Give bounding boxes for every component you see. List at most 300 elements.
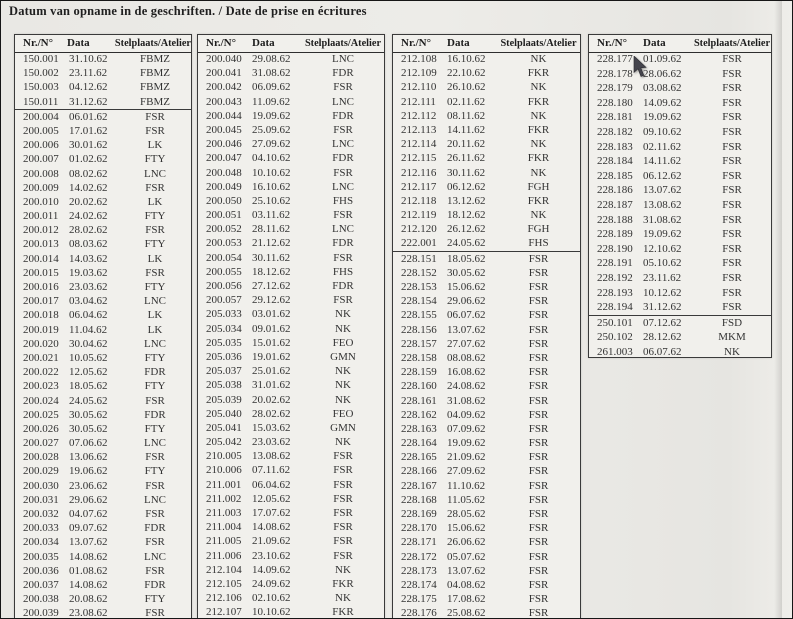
cell-nr: 228.193 (597, 286, 633, 299)
cell-nr: 200.037 (23, 578, 59, 591)
cell-nr: 228.162 (401, 408, 437, 421)
cell-atelier: FEO (332, 407, 354, 420)
cell-atelier: MKM (718, 331, 746, 344)
cell-date: 23.08.62 (69, 607, 108, 618)
table-row (393, 493, 580, 507)
header-nr: Nr./N° (401, 37, 431, 49)
cell-atelier: FTY (144, 465, 166, 478)
cell-atelier: FSR (722, 53, 742, 65)
cell-atelier: FGH (527, 180, 550, 193)
cell-date: 13.12.62 (447, 194, 486, 207)
table-row (198, 378, 384, 392)
cell-date: 30.05.62 (69, 408, 108, 421)
cell-nr: 200.004 (23, 110, 59, 123)
table-row (589, 140, 771, 155)
table-row (15, 464, 191, 478)
table-row (15, 521, 191, 535)
cell-date: 13.06.62 (69, 451, 108, 464)
cell-date: 23.06.62 (69, 479, 108, 492)
table-row (393, 294, 580, 308)
table-row (15, 308, 191, 322)
table-row (589, 300, 771, 316)
cell-date: 30.04.62 (69, 337, 108, 350)
cell-date: 26.10.62 (447, 81, 486, 94)
table-row (198, 435, 384, 449)
cell-nr: 150.001 (23, 53, 59, 65)
cell-atelier: FSR (528, 266, 549, 279)
table-row (15, 195, 191, 209)
table-row (393, 337, 580, 351)
table-row (589, 154, 771, 169)
cell-date: 19.09.62 (447, 437, 486, 450)
cell-date: 07.11.62 (252, 464, 291, 477)
cell-atelier: FSR (333, 81, 353, 94)
cell-atelier: FSR (528, 451, 549, 464)
table-row (393, 379, 580, 393)
table-row (198, 478, 384, 492)
cell-date: 19.01.62 (252, 350, 291, 363)
cell-atelier: FSR (333, 123, 353, 136)
cell-nr: 228.186 (597, 184, 633, 197)
cell-atelier: FSR (528, 607, 549, 618)
header-data: Data (252, 37, 275, 49)
table-row (198, 293, 384, 307)
cell-atelier: FSR (528, 437, 549, 450)
cell-date: 17.01.62 (69, 124, 108, 137)
cell-atelier: FSR (722, 228, 742, 241)
cell-atelier: FSR (722, 213, 742, 226)
table-row (589, 125, 771, 140)
table-row (198, 307, 384, 321)
cell-atelier: NK (335, 322, 351, 335)
cell-atelier: FTY (144, 153, 166, 166)
cell-date: 01.09.62 (643, 53, 682, 65)
cell-date: 03.11.62 (252, 209, 291, 222)
cell-nr: 150.002 (23, 67, 59, 80)
cell-nr: 200.028 (23, 451, 59, 464)
table-row (15, 66, 191, 80)
cell-date: 08.02.62 (69, 167, 108, 180)
cell-date: 28.11.62 (252, 223, 291, 236)
cell-nr: 205.040 (206, 407, 242, 420)
cell-date: 15.06.62 (447, 522, 486, 535)
cell-date: 26.06.62 (447, 536, 486, 549)
cell-atelier: LNC (332, 53, 354, 65)
cell-nr: 200.026 (23, 422, 59, 435)
cell-atelier: FSR (528, 508, 549, 520)
table-row (15, 252, 191, 266)
cell-nr: 200.056 (206, 280, 242, 292)
cell-nr: 205.034 (206, 322, 242, 335)
table-row (589, 198, 771, 213)
cell-atelier: FKR (527, 95, 550, 108)
cell-nr: 228.159 (401, 366, 437, 379)
cell-atelier: FSR (722, 140, 742, 153)
cell-date: 03.08.62 (643, 82, 682, 95)
cell-atelier: FSR (145, 266, 165, 279)
cell-atelier: FSR (722, 125, 742, 138)
table-row (15, 422, 191, 436)
cell-date: 11.10.62 (447, 479, 486, 492)
table-row (198, 506, 384, 520)
table-row (198, 336, 384, 350)
table-row (393, 408, 580, 422)
table-row (198, 208, 384, 222)
cell-nr: 200.035 (23, 550, 59, 563)
cell-date: 04.12.62 (69, 81, 108, 94)
cell-date: 26.11.62 (447, 152, 486, 165)
table-row (15, 52, 191, 66)
cell-atelier: FGH (527, 223, 550, 236)
cell-nr: 228.157 (401, 337, 437, 350)
cell-date: 31.12.62 (643, 301, 682, 314)
table-row (393, 422, 580, 436)
table-row (198, 236, 384, 250)
cell-atelier: FSR (528, 465, 549, 478)
cell-nr: 200.021 (23, 351, 59, 364)
cell-date: 16.08.62 (447, 366, 486, 379)
table-row (589, 96, 771, 111)
cell-date: 06.09.62 (252, 81, 291, 94)
cell-nr: 200.044 (206, 109, 242, 122)
table-row (15, 138, 191, 152)
cell-date: 11.09.62 (252, 95, 291, 108)
cell-date: 04.08.62 (447, 578, 486, 591)
cell-date: 08.11.62 (447, 109, 486, 122)
table-row (198, 80, 384, 94)
table-row (198, 364, 384, 378)
table-row (198, 577, 384, 591)
cell-atelier: FDR (144, 366, 166, 379)
cell-nr: 212.105 (206, 577, 242, 590)
cell-atelier: FHS (528, 237, 549, 250)
table-row (15, 394, 191, 408)
table-row (393, 123, 580, 137)
table-row (15, 493, 191, 507)
table-row (15, 110, 191, 124)
cell-date: 01.08.62 (69, 564, 108, 577)
cell-date: 17.07.62 (252, 507, 291, 519)
cell-nr: 211.001 (206, 478, 242, 491)
cell-atelier: FKR (527, 67, 550, 80)
cell-nr: 200.016 (23, 281, 59, 293)
cell-nr: 200.025 (23, 408, 59, 421)
cell-atelier: FEO (332, 336, 354, 349)
cell-nr: 200.039 (23, 607, 59, 618)
table-row (15, 379, 191, 393)
cell-date: 14.02.62 (69, 181, 108, 194)
cell-atelier: FSR (722, 257, 742, 270)
cell-atelier: FDR (144, 522, 166, 535)
cell-atelier: FSR (528, 522, 549, 535)
cell-atelier: FSR (528, 493, 549, 506)
cell-nr: 228.158 (401, 351, 437, 364)
cell-date: 29.08.62 (252, 53, 291, 65)
cell-nr: 200.018 (23, 309, 59, 322)
cell-date: 30.01.62 (69, 139, 108, 152)
cell-atelier: FTY (144, 593, 166, 606)
table-rows (393, 52, 580, 618)
table-row (198, 222, 384, 236)
table-row (589, 330, 771, 345)
cell-nr: 205.041 (206, 421, 242, 434)
cell-nr: 200.051 (206, 209, 242, 222)
cell-nr: 200.014 (23, 252, 59, 265)
cell-atelier: FDR (144, 408, 166, 421)
table-row (15, 535, 191, 549)
table-row (589, 271, 771, 286)
cell-date: 15.03.62 (252, 421, 291, 434)
cell-atelier: FSR (333, 507, 353, 519)
table-row (15, 209, 191, 223)
cell-nr: 228.190 (597, 242, 633, 255)
cell-nr: 212.120 (401, 223, 437, 236)
cell-date: 02.11.62 (643, 140, 682, 153)
cell-atelier: FSR (528, 281, 549, 293)
cell-atelier: GMN (330, 350, 356, 363)
cell-date: 14.08.62 (69, 550, 108, 563)
table-row (15, 124, 191, 138)
cell-atelier: LNC (332, 180, 354, 193)
cell-date: 24.05.62 (69, 394, 108, 407)
cell-date: 06.04.62 (252, 478, 291, 491)
cell-atelier: FSR (333, 450, 353, 463)
cell-nr: 212.112 (401, 109, 437, 122)
table-row (393, 394, 580, 408)
cell-nr: 228.153 (401, 281, 437, 293)
page-title: Datum van opname in de geschriften. / Date de prise en écritures (9, 4, 367, 18)
header-nr: Nr./N° (206, 37, 236, 49)
cell-nr: 200.006 (23, 139, 59, 152)
cell-nr: 200.009 (23, 181, 59, 194)
table-header (198, 35, 384, 53)
cell-nr: 200.011 (23, 210, 59, 223)
cell-date: 25.01.62 (252, 365, 291, 378)
cell-date: 18.12.62 (252, 265, 291, 278)
cell-nr: 228.184 (597, 155, 633, 168)
cell-nr: 211.003 (206, 507, 242, 519)
table-column-3 (392, 34, 581, 618)
table-row (393, 365, 580, 379)
cell-nr: 228.172 (401, 550, 437, 563)
cell-atelier: LNC (144, 337, 166, 350)
table-row (198, 279, 384, 293)
cell-date: 28.02.62 (69, 224, 108, 237)
header-stelplaats: Stelplaats/Atelier (114, 38, 191, 49)
cell-atelier: FSR (528, 578, 549, 591)
table-row (393, 479, 580, 493)
cell-nr: 212.108 (401, 53, 437, 65)
cell-atelier: NK (530, 109, 547, 122)
cell-date: 21.12.62 (252, 237, 291, 250)
table-row (393, 252, 580, 266)
cell-atelier: FSR (333, 166, 353, 179)
cell-atelier: FSR (722, 286, 742, 299)
cell-nr: 228.168 (401, 493, 437, 506)
cell-date: 13.08.62 (643, 198, 682, 211)
cell-atelier: FSR (145, 394, 165, 407)
cell-nr: 212.116 (401, 166, 437, 179)
cell-atelier: FBMZ (140, 81, 170, 94)
cell-atelier: LNC (332, 95, 354, 108)
cell-atelier: FKR (527, 123, 550, 136)
cell-date: 31.10.62 (69, 53, 108, 65)
table-row (393, 521, 580, 535)
cell-atelier: FSR (145, 607, 165, 618)
cell-nr: 228.173 (401, 564, 437, 577)
header-data: Data (67, 37, 90, 49)
header-data: Data (447, 37, 470, 49)
cell-date: 18.05.62 (69, 380, 108, 393)
cell-nr: 228.194 (597, 301, 633, 314)
cell-date: 18.12.62 (447, 209, 486, 222)
cell-date: 16.10.62 (252, 180, 291, 193)
table-row (198, 137, 384, 151)
cell-nr: 228.167 (401, 479, 437, 492)
cell-date: 23.11.62 (643, 271, 682, 284)
cell-atelier: FTY (144, 380, 166, 393)
cell-date: 14.08.62 (69, 578, 108, 591)
cell-date: 28.12.62 (643, 331, 682, 344)
cell-nr: 228.177 (597, 53, 633, 65)
cell-nr: 200.019 (23, 323, 59, 336)
table-row (198, 563, 384, 577)
cell-atelier: FSR (333, 492, 353, 505)
table-column-4 (588, 34, 772, 358)
cell-date: 15.06.62 (447, 281, 486, 293)
table-row (589, 286, 771, 301)
table-row (15, 450, 191, 464)
table-row (198, 180, 384, 194)
cell-nr: 228.165 (401, 451, 437, 464)
cell-date: 08.08.62 (447, 351, 486, 364)
table-row (15, 479, 191, 493)
cell-nr: 228.185 (597, 169, 633, 182)
table-row (15, 223, 191, 237)
cell-nr: 200.030 (23, 479, 59, 492)
table-row (15, 592, 191, 606)
table-row (15, 167, 191, 181)
cell-atelier: FSR (528, 252, 549, 265)
cell-nr: 228.152 (401, 266, 437, 279)
cell-date: 09.01.62 (252, 322, 291, 335)
cell-date: 20.02.62 (69, 195, 108, 208)
table-row (393, 236, 580, 251)
table-row (393, 194, 580, 208)
cell-atelier: FSR (528, 479, 549, 492)
table-row (589, 345, 771, 357)
cell-nr: 205.033 (206, 308, 242, 321)
cell-atelier: FSR (722, 301, 742, 314)
table-row (198, 520, 384, 534)
cell-date: 24.08.62 (447, 380, 486, 393)
table-row (393, 464, 580, 478)
table-row (15, 181, 191, 195)
table-header (589, 35, 771, 53)
table-row (198, 322, 384, 336)
cell-atelier: FSR (528, 394, 549, 407)
cell-date: 14.08.62 (252, 521, 291, 534)
cell-atelier: FSR (722, 271, 742, 284)
cell-date: 10.12.62 (643, 286, 682, 299)
table-row (198, 463, 384, 477)
cell-atelier: FDR (332, 280, 354, 292)
cell-atelier: NK (335, 436, 351, 449)
table-row (15, 550, 191, 564)
cell-atelier: FSR (528, 408, 549, 421)
cell-nr: 228.170 (401, 522, 437, 535)
cell-nr: 205.037 (206, 365, 242, 378)
cell-nr: 228.183 (597, 140, 633, 153)
cell-nr: 210.006 (206, 464, 242, 477)
cell-atelier: FSR (528, 550, 549, 563)
cell-atelier: NK (335, 379, 351, 392)
cell-atelier: LK (147, 323, 163, 336)
cell-nr: 228.154 (401, 295, 437, 308)
table-row (393, 266, 580, 280)
table-row (393, 95, 580, 109)
cell-nr: 210.005 (206, 450, 242, 463)
cell-date: 06.04.62 (69, 309, 108, 322)
cell-atelier: LNC (144, 437, 166, 450)
table-row (589, 242, 771, 257)
cell-date: 25.08.62 (447, 607, 486, 618)
header-stelplaats: Stelplaats/Atelier (304, 38, 382, 49)
cell-nr: 200.055 (206, 265, 242, 278)
cell-atelier: FTY (144, 210, 166, 223)
cell-atelier: NK (335, 365, 351, 378)
cell-atelier: FSR (333, 464, 353, 477)
cell-date: 29.12.62 (252, 294, 291, 307)
table-row (15, 436, 191, 450)
header-stelplaats: Stelplaats/Atelier (500, 38, 577, 49)
table-row (589, 52, 771, 67)
table-row (393, 564, 580, 578)
table-row (15, 95, 191, 110)
cell-date: 06.12.62 (447, 180, 486, 193)
table-header (15, 35, 191, 53)
cell-nr: 228.187 (597, 198, 633, 211)
cell-nr: 212.107 (206, 606, 242, 618)
header-data: Data (643, 37, 666, 49)
table-row (15, 294, 191, 308)
table-row (198, 421, 384, 435)
table-row (393, 208, 580, 222)
cell-atelier: FSR (722, 96, 742, 109)
cell-atelier: FSR (528, 422, 549, 435)
cell-nr: 211.004 (206, 521, 242, 534)
table-row (393, 180, 580, 194)
cell-date: 23.03.62 (69, 281, 108, 293)
cell-atelier: FSR (722, 82, 742, 95)
cell-date: 03.04.62 (69, 295, 108, 308)
cell-atelier: FSR (145, 451, 165, 464)
cell-date: 04.10.62 (252, 152, 291, 165)
table-row (15, 152, 191, 166)
cell-atelier: NK (530, 53, 547, 65)
cell-date: 25.10.62 (252, 194, 291, 207)
header-stelplaats: Stelplaats/Atelier (693, 38, 771, 49)
table-row (15, 408, 191, 422)
table-row (198, 407, 384, 421)
cell-atelier: LNC (144, 550, 166, 563)
cell-nr: 200.057 (206, 294, 242, 307)
cell-atelier: LK (147, 252, 163, 265)
table-row (15, 578, 191, 592)
table-row (393, 166, 580, 180)
cell-date: 10.10.62 (252, 606, 291, 618)
cell-date: 16.10.62 (447, 53, 486, 65)
